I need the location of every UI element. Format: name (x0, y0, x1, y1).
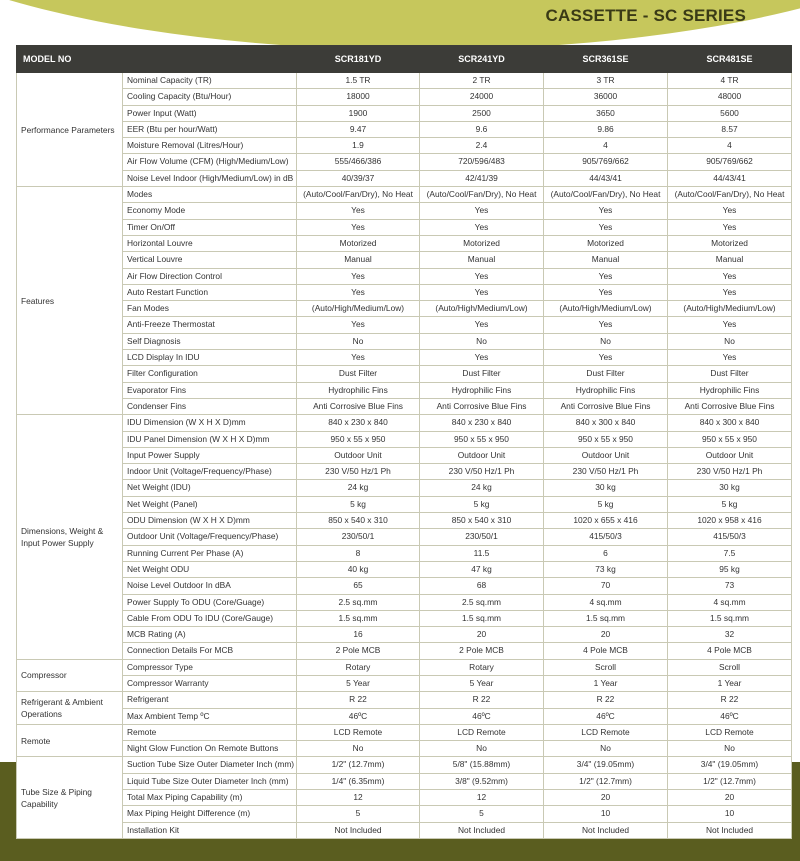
spec-row (17, 496, 792, 512)
spec-value: 95 kg (668, 561, 792, 577)
spec-value: Yes (544, 219, 668, 235)
group-label: Dimensions, Weight & Input Power Supply (17, 415, 123, 659)
spec-value: 1900 (297, 105, 420, 121)
parameter-label: IDU Dimension (W X H X D)mm (123, 415, 297, 431)
spec-value: Manual (668, 252, 792, 268)
spec-value: 12 (420, 790, 544, 806)
spec-value: (Auto/Cool/Fan/Dry), No Heat (544, 187, 668, 203)
spec-value: Manual (420, 252, 544, 268)
spec-row (17, 170, 792, 186)
parameter-label: Liquid Tube Size Outer Diameter Inch (mm) (123, 773, 297, 789)
spec-value: 5 Year (420, 675, 544, 691)
spec-row (17, 89, 792, 105)
spec-value: Scroll (544, 659, 668, 675)
spec-value: Hydrophilic Fins (420, 382, 544, 398)
spec-value: Yes (668, 203, 792, 219)
spec-value: 46ºC (668, 708, 792, 724)
spec-value: 9.86 (544, 121, 668, 137)
spec-row (17, 121, 792, 137)
spec-row (17, 219, 792, 235)
spec-value: 2 TR (420, 73, 544, 89)
spec-value: 2 Pole MCB (297, 643, 420, 659)
model-no-header: MODEL NO (17, 46, 297, 73)
spec-value: Not Included (668, 822, 792, 838)
spec-row (17, 366, 792, 382)
parameter-label: Noise Level Indoor (High/Medium/Low) in dB (123, 170, 297, 186)
spec-value: 10 (544, 806, 668, 822)
spec-value: (Auto/High/Medium/Low) (544, 301, 668, 317)
spec-value: 720/596/483 (420, 154, 544, 170)
spec-row (17, 806, 792, 822)
parameter-label: Condenser Fins (123, 398, 297, 414)
spec-row (17, 708, 792, 724)
spec-value: 46ºC (544, 708, 668, 724)
spec-value: Anti Corrosive Blue Fins (544, 398, 668, 414)
parameter-label: Power Input (Watt) (123, 105, 297, 121)
spec-value: LCD Remote (544, 724, 668, 740)
spec-row (17, 692, 792, 708)
parameter-label: Moisture Removal (Litres/Hour) (123, 138, 297, 154)
spec-value: No (544, 333, 668, 349)
parameter-label: Power Supply To ODU (Core/Guage) (123, 594, 297, 610)
spec-value: Yes (297, 219, 420, 235)
spec-value: 1.5 TR (297, 73, 420, 89)
parameter-label: IDU Panel Dimension (W X H X D)mm (123, 431, 297, 447)
spec-value: 1020 x 655 x 416 (544, 513, 668, 529)
spec-value: Dust Filter (668, 366, 792, 382)
spec-row (17, 317, 792, 333)
spec-value: R 22 (297, 692, 420, 708)
spec-value: 73 (668, 578, 792, 594)
spec-row (17, 203, 792, 219)
parameter-label: Filter Configuration (123, 366, 297, 382)
spec-value: 42/41/39 (420, 170, 544, 186)
spec-value: Yes (544, 317, 668, 333)
group-label: Tube Size & Piping Capability (17, 757, 123, 838)
spec-value: Anti Corrosive Blue Fins (420, 398, 544, 414)
parameter-label: Air Flow Volume (CFM) (High/Medium/Low) (123, 154, 297, 170)
spec-value: Motorized (668, 235, 792, 251)
spec-value: 44/43/41 (544, 170, 668, 186)
spec-value: Dust Filter (544, 366, 668, 382)
spec-value: 850 x 540 x 310 (297, 513, 420, 529)
spec-row (17, 235, 792, 251)
parameter-label: Net Weight (IDU) (123, 480, 297, 496)
spec-value: (Auto/High/Medium/Low) (420, 301, 544, 317)
spec-value: Manual (297, 252, 420, 268)
spec-value: LCD Remote (420, 724, 544, 740)
spec-table (16, 45, 792, 839)
spec-value: No (420, 741, 544, 757)
spec-value: Hydrophilic Fins (668, 382, 792, 398)
spec-value: 16 (297, 627, 420, 643)
spec-value: 7.5 (668, 545, 792, 561)
spec-row (17, 790, 792, 806)
parameter-label: Anti-Freeze Thermostat (123, 317, 297, 333)
spec-row (17, 105, 792, 121)
spec-value: Yes (668, 284, 792, 300)
spec-row (17, 187, 792, 203)
spec-value: 1 Year (668, 675, 792, 691)
spec-value: Manual (544, 252, 668, 268)
spec-value: 5 (420, 806, 544, 822)
spec-value: 8 (297, 545, 420, 561)
spec-value: Yes (544, 203, 668, 219)
spec-value: Yes (297, 350, 420, 366)
parameter-label: Net Weight (Panel) (123, 496, 297, 512)
spec-row (17, 447, 792, 463)
spec-value: 47 kg (420, 561, 544, 577)
spec-row (17, 301, 792, 317)
spec-value: 1/2" (12.7mm) (544, 773, 668, 789)
spec-row (17, 382, 792, 398)
spec-value: Outdoor Unit (420, 447, 544, 463)
spec-value: 68 (420, 578, 544, 594)
parameter-label: Economy Mode (123, 203, 297, 219)
spec-value: Rotary (297, 659, 420, 675)
spec-value: 4 (544, 138, 668, 154)
spec-value: (Auto/Cool/Fan/Dry), No Heat (668, 187, 792, 203)
spec-value: No (297, 333, 420, 349)
parameter-label: Night Glow Function On Remote Buttons (123, 741, 297, 757)
spec-value: 5 (297, 806, 420, 822)
spec-value: 8.57 (668, 121, 792, 137)
parameter-label: Outdoor Unit (Voltage/Frequency/Phase) (123, 529, 297, 545)
spec-value: 415/50/3 (544, 529, 668, 545)
spec-value: Yes (420, 284, 544, 300)
parameter-label: Evaporator Fins (123, 382, 297, 398)
spec-value: Not Included (297, 822, 420, 838)
group-label: Remote (17, 724, 123, 757)
parameter-label: Nominal Capacity (TR) (123, 73, 297, 89)
spec-value: 40/39/37 (297, 170, 420, 186)
spec-row (17, 284, 792, 300)
spec-row (17, 627, 792, 643)
spec-value: 40 kg (297, 561, 420, 577)
spec-value: 20 (420, 627, 544, 643)
group-label: Features (17, 187, 123, 415)
parameter-label: ODU Dimension (W X H X D)mm (123, 513, 297, 529)
spec-value: 230/50/1 (420, 529, 544, 545)
spec-value: 230/50/1 (297, 529, 420, 545)
spec-value: 5600 (668, 105, 792, 121)
spec-value: 6 (544, 545, 668, 561)
spec-value: 230 V/50 Hz/1 Ph (420, 464, 544, 480)
parameter-label: Max Piping Height Difference (m) (123, 806, 297, 822)
spec-row (17, 415, 792, 431)
spec-value: Dust Filter (297, 366, 420, 382)
spec-value: (Auto/Cool/Fan/Dry), No Heat (420, 187, 544, 203)
spec-value: 3 TR (544, 73, 668, 89)
spec-value: 4 Pole MCB (544, 643, 668, 659)
header-row (17, 46, 792, 73)
parameter-label: Max Ambient Temp ºC (123, 708, 297, 724)
spec-value: 4 sq.mm (668, 594, 792, 610)
spec-row (17, 675, 792, 691)
spec-value: Yes (668, 317, 792, 333)
group-label: Compressor (17, 659, 123, 692)
spec-value: 840 x 300 x 840 (544, 415, 668, 431)
spec-value: 950 x 55 x 950 (668, 431, 792, 447)
parameter-label: Air Flow Direction Control (123, 268, 297, 284)
parameter-label: Suction Tube Size Outer Diameter Inch (mm) (123, 757, 297, 773)
spec-value: 24 kg (297, 480, 420, 496)
spec-table-body (17, 73, 792, 839)
spec-value: 24 kg (420, 480, 544, 496)
spec-value: 48000 (668, 89, 792, 105)
spec-value: 36000 (544, 89, 668, 105)
spec-value: No (668, 741, 792, 757)
model-header: SCR481SE (668, 46, 792, 73)
spec-value: Motorized (297, 235, 420, 251)
spec-value: Outdoor Unit (544, 447, 668, 463)
spec-value: 70 (544, 578, 668, 594)
spec-value: 12 (297, 790, 420, 806)
spec-value: 1.5 sq.mm (420, 610, 544, 626)
spec-value: Not Included (544, 822, 668, 838)
spec-value: Yes (297, 284, 420, 300)
spec-value: 5 kg (297, 496, 420, 512)
spec-value: 950 x 55 x 950 (420, 431, 544, 447)
spec-value: 1/4" (6.35mm) (297, 773, 420, 789)
spec-value: LCD Remote (297, 724, 420, 740)
spec-value: 5/8" (15.88mm) (420, 757, 544, 773)
spec-value: Yes (420, 219, 544, 235)
spec-value: Yes (297, 317, 420, 333)
spec-value: 230 V/50 Hz/1 Ph (668, 464, 792, 480)
parameter-label: Timer On/Off (123, 219, 297, 235)
parameter-label: Installation Kit (123, 822, 297, 838)
spec-value: Yes (420, 203, 544, 219)
model-header: SCR181YD (297, 46, 420, 73)
spec-value: 73 kg (544, 561, 668, 577)
parameter-label: Remote (123, 724, 297, 740)
spec-value: 4 TR (668, 73, 792, 89)
spec-value: (Auto/Cool/Fan/Dry), No Heat (297, 187, 420, 203)
spec-value: LCD Remote (668, 724, 792, 740)
parameter-label: Cooling Capacity (Btu/Hour) (123, 89, 297, 105)
spec-row (17, 73, 792, 89)
spec-value: 1/2" (12.7mm) (297, 757, 420, 773)
spec-value: 44/43/41 (668, 170, 792, 186)
spec-value: No (420, 333, 544, 349)
spec-row (17, 529, 792, 545)
spec-value: 18000 (297, 89, 420, 105)
spec-value: 4 Pole MCB (668, 643, 792, 659)
spec-value: Yes (420, 268, 544, 284)
group-label: Refrigerant & Ambient Operations (17, 692, 123, 725)
spec-value: 11.5 (420, 545, 544, 561)
spec-value: Yes (297, 268, 420, 284)
spec-row (17, 480, 792, 496)
parameter-label: LCD Display In IDU (123, 350, 297, 366)
spec-value: 2.4 (420, 138, 544, 154)
spec-value: 5 kg (544, 496, 668, 512)
spec-value: 905/769/662 (544, 154, 668, 170)
parameter-label: Modes (123, 187, 297, 203)
spec-row (17, 578, 792, 594)
spec-value: 9.47 (297, 121, 420, 137)
spec-row (17, 431, 792, 447)
spec-value: 46ºC (420, 708, 544, 724)
spec-row (17, 822, 792, 838)
spec-row (17, 268, 792, 284)
spec-row (17, 138, 792, 154)
spec-row (17, 513, 792, 529)
spec-value: Outdoor Unit (668, 447, 792, 463)
spec-value: Anti Corrosive Blue Fins (668, 398, 792, 414)
parameter-label: Self Diagnosis (123, 333, 297, 349)
spec-value: Yes (420, 317, 544, 333)
spec-value: 20 (544, 790, 668, 806)
spec-value: 2500 (420, 105, 544, 121)
spec-value: 1.5 sq.mm (297, 610, 420, 626)
spec-value: 2 Pole MCB (420, 643, 544, 659)
spec-value: R 22 (420, 692, 544, 708)
spec-value: 1.9 (297, 138, 420, 154)
spec-value: 840 x 230 x 840 (297, 415, 420, 431)
spec-value: 3650 (544, 105, 668, 121)
parameter-label: Net Weight ODU (123, 561, 297, 577)
spec-value: Motorized (544, 235, 668, 251)
spec-value: 2.5 sq.mm (420, 594, 544, 610)
spec-row (17, 659, 792, 675)
parameter-label: Vertical Louvre (123, 252, 297, 268)
spec-row (17, 773, 792, 789)
parameter-label: MCB Rating (A) (123, 627, 297, 643)
spec-value: 1.5 sq.mm (544, 610, 668, 626)
spec-value: (Auto/High/Medium/Low) (297, 301, 420, 317)
parameter-label: Compressor Warranty (123, 675, 297, 691)
spec-value: 3/4" (19.05mm) (668, 757, 792, 773)
spec-value: Not Included (420, 822, 544, 838)
spec-value: 950 x 55 x 950 (544, 431, 668, 447)
spec-value: Hydrophilic Fins (544, 382, 668, 398)
parameter-label: Auto Restart Function (123, 284, 297, 300)
group-label: Performance Parameters (17, 73, 123, 187)
model-header: SCR361SE (544, 46, 668, 73)
page-title: CASSETTE - SC SERIES (545, 6, 746, 25)
spec-value: 5 kg (420, 496, 544, 512)
spec-value: 840 x 300 x 840 (668, 415, 792, 431)
spec-value: Dust Filter (420, 366, 544, 382)
spec-value: 1 Year (544, 675, 668, 691)
spec-value: 3/8" (9.52mm) (420, 773, 544, 789)
parameter-label: Fan Modes (123, 301, 297, 317)
spec-row (17, 594, 792, 610)
spec-value: 230 V/50 Hz/1 Ph (544, 464, 668, 480)
spec-value: Outdoor Unit (297, 447, 420, 463)
spec-value: No (297, 741, 420, 757)
spec-value: 4 (668, 138, 792, 154)
parameter-label: Total Max Piping Capability (m) (123, 790, 297, 806)
spec-row (17, 398, 792, 414)
spec-row (17, 757, 792, 773)
spec-value: (Auto/High/Medium/Low) (668, 301, 792, 317)
spec-value: 4 sq.mm (544, 594, 668, 610)
spec-value: 5 Year (297, 675, 420, 691)
spec-row (17, 333, 792, 349)
spec-value: 1020 x 958 x 416 (668, 513, 792, 529)
spec-value: 9.6 (420, 121, 544, 137)
spec-value: R 22 (668, 692, 792, 708)
spec-row (17, 350, 792, 366)
spec-value: 46ºC (297, 708, 420, 724)
spec-value: 2.5 sq.mm (297, 594, 420, 610)
spec-value: 230 V/50 Hz/1 Ph (297, 464, 420, 480)
spec-value: Yes (544, 268, 668, 284)
spec-value: 950 x 55 x 950 (297, 431, 420, 447)
spec-value: Anti Corrosive Blue Fins (297, 398, 420, 414)
spec-value: 30 kg (544, 480, 668, 496)
parameter-label: Compressor Type (123, 659, 297, 675)
spec-value: 415/50/3 (668, 529, 792, 545)
spec-row (17, 724, 792, 740)
parameter-label: Cable From ODU To IDU (Core/Gauge) (123, 610, 297, 626)
spec-value: Yes (544, 350, 668, 366)
spec-value: 840 x 230 x 840 (420, 415, 544, 431)
parameter-label: Noise Level Outdoor In dBA (123, 578, 297, 594)
spec-value: No (544, 741, 668, 757)
spec-value: 32 (668, 627, 792, 643)
spec-value: Yes (420, 350, 544, 366)
spec-row (17, 154, 792, 170)
spec-value: 20 (668, 790, 792, 806)
spec-value: Rotary (420, 659, 544, 675)
spec-value: 10 (668, 806, 792, 822)
spec-value: 30 kg (668, 480, 792, 496)
parameter-label: EER (Btu per hour/Watt) (123, 121, 297, 137)
spec-value: 850 x 540 x 310 (420, 513, 544, 529)
parameter-label: Connection Details For MCB (123, 643, 297, 659)
spec-value: Motorized (420, 235, 544, 251)
spec-row (17, 464, 792, 480)
spec-value: 20 (544, 627, 668, 643)
spec-row (17, 741, 792, 757)
model-header: SCR241YD (420, 46, 544, 73)
spec-value: Yes (668, 268, 792, 284)
spec-row (17, 561, 792, 577)
spec-value: Scroll (668, 659, 792, 675)
spec-value: Yes (544, 284, 668, 300)
spec-value: Yes (668, 350, 792, 366)
spec-value: R 22 (544, 692, 668, 708)
spec-value: 24000 (420, 89, 544, 105)
parameter-label: Indoor Unit (Voltage/Frequency/Phase) (123, 464, 297, 480)
spec-value: Hydrophilic Fins (297, 382, 420, 398)
spec-value: No (668, 333, 792, 349)
spec-value: Yes (297, 203, 420, 219)
spec-row (17, 610, 792, 626)
parameter-label: Horizontal Louvre (123, 235, 297, 251)
spec-row (17, 545, 792, 561)
parameter-label: Running Current Per Phase (A) (123, 545, 297, 561)
parameter-label: Refrigerant (123, 692, 297, 708)
spec-row (17, 252, 792, 268)
spec-value: 65 (297, 578, 420, 594)
parameter-label: Input Power Supply (123, 447, 297, 463)
spec-value: Yes (668, 219, 792, 235)
spec-value: 905/769/662 (668, 154, 792, 170)
spec-value: 3/4" (19.05mm) (544, 757, 668, 773)
spec-value: 555/466/386 (297, 154, 420, 170)
spec-value: 1/2" (12.7mm) (668, 773, 792, 789)
spec-value: 1.5 sq.mm (668, 610, 792, 626)
spec-row (17, 643, 792, 659)
spec-value: 5 kg (668, 496, 792, 512)
